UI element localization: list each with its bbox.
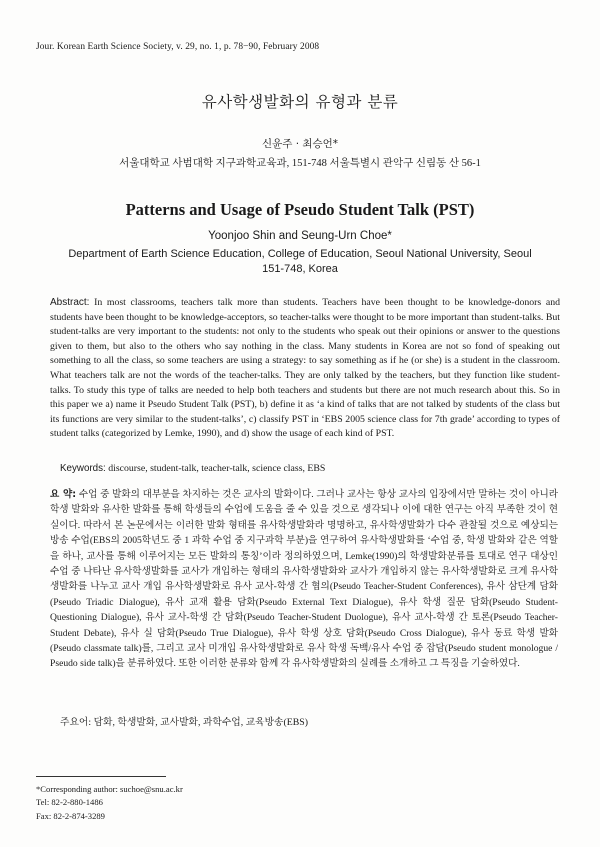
journal-reference: Jour. Korean Earth Science Society, v. 29, no. 1, p. 78−90, February 2008 — [36, 42, 320, 52]
abstract-label: Abstract: — [50, 297, 90, 308]
english-abstract — [50, 296, 560, 442]
english-authors: Yoonjoo Shin and Seung-Urn Choe* — [208, 230, 392, 242]
english-keywords — [60, 463, 560, 474]
korean-abstract-label: 요 약: — [50, 489, 77, 500]
footnotes — [36, 783, 183, 823]
abstract-text: In most classrooms, teachers talk more than students. Teachers have been thought to be knowledge-donors and students have been thought to be knowledge-acceptors, so teacher-talks were thought to be more important than student-talks. But student-talks are very important to the students: not only to the students who speak out their opinions or answer to the questions given to them, but also to the others who say nothing in the class. Many students in Korea are not so fond of speaking out something to all the class, so some teachers are using a strategy: to say something as if he (or she) is a student in the classroom. What teachers talk are not the words of the teacher-talks. They are only talked by the teachers, but they function like student-talks. To study this type of talks are needed to help both teachers and students but there are not much research about this. So in this paper we a) name it Pseudo Student Talk (PST), b) define it as ‘a kind of talks that are not talked by students of the class but its functions are very similar to the student-talks’, c) classify PST in ‘EBS 2005 science class for 7th grade’ according to types of student talks (categorized by Lemke, 1990), and d) show the usage of each kind of PST. — [50, 297, 560, 440]
english-affiliation: Department of Earth Science Education, College of Education, Seoul National University, Seoul 151-748, Korea — [68, 248, 532, 275]
korean-affiliation: 서울대학교 사범대학 지구과학교육과, 151-748 서울특별시 관악구 신림동 산 56-1 — [119, 158, 481, 169]
author-fax: Fax: 82-2-874-3289 — [36, 810, 105, 821]
keywords-label: Keywords: — [60, 463, 106, 474]
keywords-text: discourse, student-talk, teacher-talk, science class, EBS — [108, 463, 326, 474]
korean-abstract-text: 수업 중 발화의 대부분을 차지하는 것은 교사의 발화이다. 그러나 교사는 항상 교사의 입장에서만 말하는 것이 아니라 학생 발화와 유사한 발화를 통해 학생들의 수업에 도움을 줄 수 있을 것으로 생각되나 이에 대한 연구는 아직 부족한 것이 현실이다. 따라서 본 논문에서는 이러한 발화 형태를 유사학생발화라 명명하고, 유사학생발화가 다수 관찰될 것으로 예상되는 방송 수업(EBS의 2005학년도 중 1 과학 수업 중 지구과학 부분)을 연구하여 유사학생발화를 ‘수업 중, 학생 발화와 같은 역할을 하나, 교사를 통해 이루어지는 모든 발화의 통칭’이라 정의하였으며, Lemke(1990)의 학생발화분류를 토대로 연구 대상인 수업 중 나타난 유사학생발화를 교사가 개입하는 형태의 유사학생발화와 교사가 개입하지 않는 유사학생발화로 크게 유사학생발화를 나누고 교사 개입 유사학생발화로 유사 교사-학생 간 협의(Pseudo Teacher-Student Conferences), 유사 삼단계 담화(Pseudo Triadic Dialogue), 유사 교재 활용 담화(Pseudo External Text Dialogue), 유사 학생 질문 담화(Pseudo Student-Questioning Dialogue), 유사 교사-학생 간 담화(Pseudo Teacher-Student Duologue), 유사 교사-학생 간 토론(Pseudo Teacher-Student Debate), 유사 실 담화(Pseudo True Dialogue), 유사 학생 상호 담화(Pseudo Cross Dialogue), 유사 동료 학생 발화 (Pseudo classmate talk)를, 그리고 교사 미개입 유사학생발화로 유사 학생 독백/유사 수업 중 잡담(Pseudo student monologue / Pseudo side talk)을 분류하였다. 또한 이러한 분류와 함께 각 유사학생발화의 실례를 소개하고 그 특징을 기술하였다. — [50, 489, 558, 670]
korean-keywords — [60, 714, 560, 728]
author-telephone: Tel: 82-2-880-1486 — [36, 797, 103, 808]
corresponding-author: *Corresponding author: suchoe@snu.ac.kr — [36, 784, 183, 794]
footnote-divider — [36, 776, 166, 777]
korean-abstract — [50, 487, 558, 672]
english-title: Patterns and Usage of Pseudo Student Talk (PST) — [125, 200, 475, 219]
korean-authors: 신윤주 · 최승언* — [261, 138, 339, 150]
korean-keywords-text: 담화, 학생발화, 교사발화, 과학수업, 교육방송(EBS) — [93, 717, 309, 728]
korean-title: 유사학생발화의 유형과 분류 — [201, 93, 399, 111]
korean-keywords-label: 주요어: — [60, 717, 92, 728]
